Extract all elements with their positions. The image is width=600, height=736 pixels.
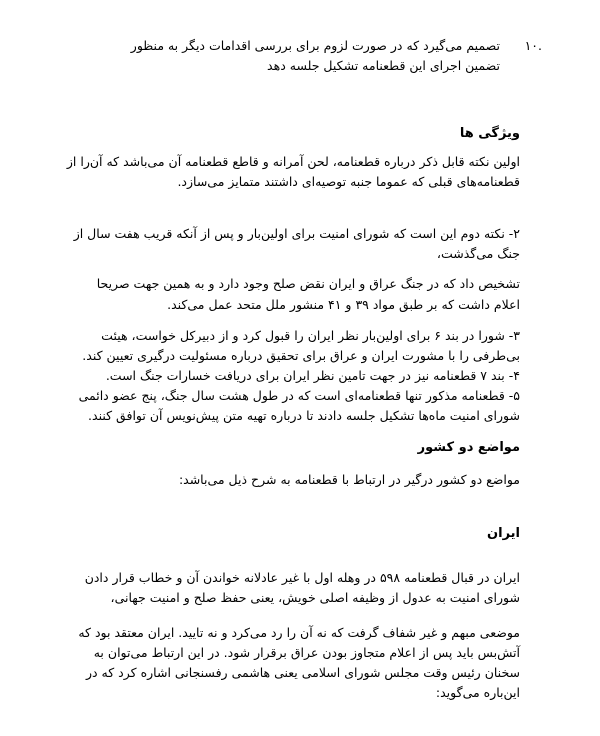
- features-p3-line-1: تشخیص داد که در جنگ عراق و ایران نقض صلح وجود دارد و به همین جهت صریحا: [96, 276, 520, 291]
- iran-heading: ایران: [487, 526, 520, 541]
- features-p1-line-1: اولین نکته قابل ذکر درباره قطعنامه، لحن آمرانه و قاطع قطعنامه آن می‌باشد که آن‌را از: [66, 154, 520, 169]
- features-p4-line-3: ۴- بند ۷ قطعنامه نیز در جهت تامین نظر ایران برای دریافت خسارات جنگ است.: [105, 368, 520, 383]
- features-p3-line-2: اعلام داشت که بر طبق مواد ۳۹ و ۴۱ منشور ملل متحد عمل می‌کند.: [167, 297, 520, 312]
- features-p4-line-2: بی‌طرفی را با مشورت ایران و عراق برای تحقیق درباره مسئولیت درگیری تعیین کند.: [82, 348, 520, 363]
- features-p4-line-1: ۳- شورا در بند ۶ برای اولین‌بار نظر ایران را قبول کرد و از دبیرکل خواست، هیئت: [101, 328, 520, 343]
- iran-p1-line-2: شورای امنیت به عدول از وظیفه اصلی خویش، یعنی حفظ صلح و امنیت جهانی،: [110, 590, 520, 605]
- features-heading: ویژگی ها: [459, 126, 520, 141]
- positions-heading: مواضع دو کشور: [417, 440, 520, 455]
- features-p4-line-5: شورای امنیت ماه‌ها تشکیل جلسه دادند تا درباره تهیه متن پیش‌نویس آن توافق کنند.: [88, 408, 520, 423]
- iran-p2-line-2: آتش‌بس باید پس از اعلام متجاوز بودن عراق برقرار شود. در این ارتباط می‌توان به: [93, 645, 520, 660]
- iran-p2-line-1: موضعی مبهم و غیر شفاف گرفت که نه آن را رد می‌کرد و نه تایید. ایران معتقد بود که: [78, 625, 520, 640]
- iran-p2-line-3: سخنان رئیس وقت مجلس شورای اسلامی یعنی هاشمی رفسنجانی اشاره کرد که در: [85, 665, 520, 680]
- features-p2-line-2: جنگ می‌گذشت،: [436, 246, 520, 261]
- features-p4-line-4: ۵- قطعنامه مذکور تنها قطعنامه‌ای است که در طول هشت سال جنگ، پنج عضو دائمی: [78, 388, 520, 403]
- features-p2-line-1: ۲- نکته دوم این است که شورای امنیت برای اولین‌بار و پس از آنکه قریب هفت سال از: [73, 226, 520, 241]
- iran-p1-line-1: ایران در قبال قطعنامه ۵۹۸ در وهله اول با غیر عادلانه خواندن آن و خطاب قرار دادن: [84, 570, 520, 585]
- features-p1-line-2: قطعنامه‌های قبلی که عموما جنبه توصیه‌ای داشتند متمایز می‌سازد.: [177, 174, 520, 189]
- iran-p2-line-4: این‌باره می‌گوید:: [435, 685, 520, 700]
- item-10-number: .۱۰: [524, 38, 542, 53]
- item-10-line-2: تضمین اجرای این قطعنامه تشکیل جلسه دهد: [267, 58, 500, 73]
- positions-p1: مواضع دو کشور درگیر در ارتباط با قطعنامه به شرح ذیل می‌باشد:: [178, 472, 520, 487]
- item-10-line-1: تصمیم می‌گیرد که در صورت لزوم برای بررسی اقدامات دیگر به منظور: [130, 38, 500, 53]
